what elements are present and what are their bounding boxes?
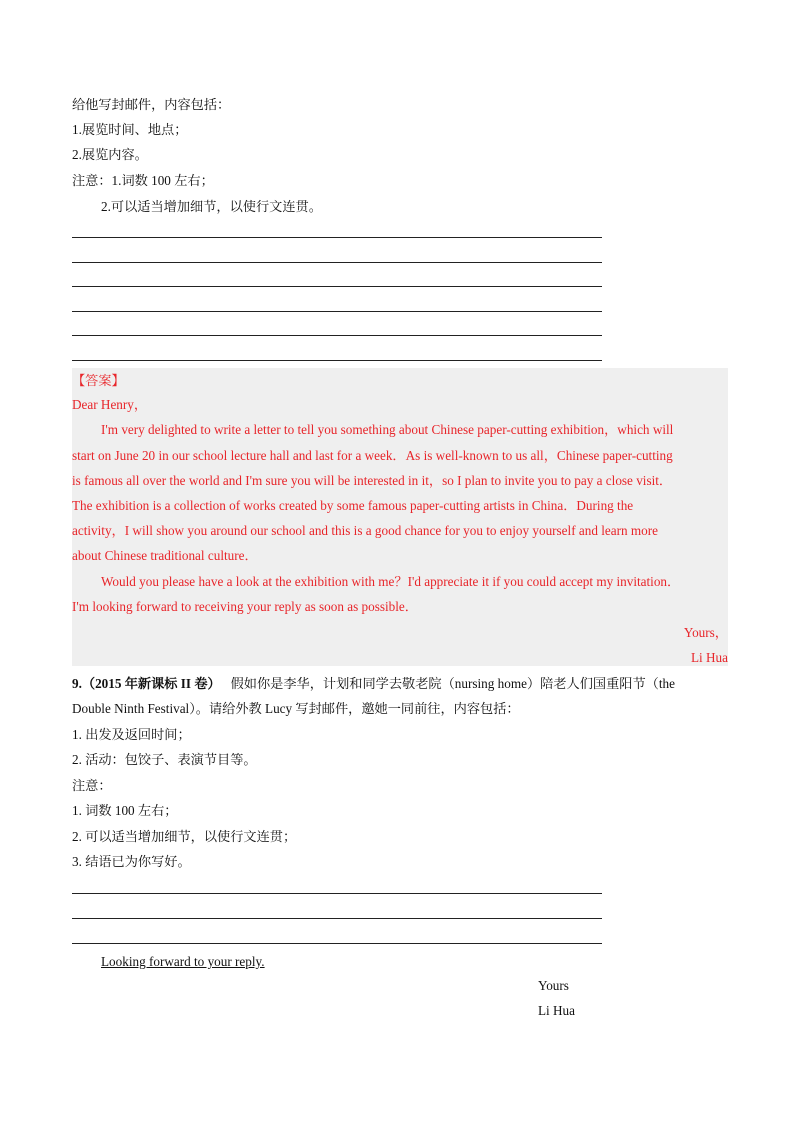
q8-point-1: 1.展览时间、地点； <box>72 122 188 137</box>
writing-line <box>72 237 602 238</box>
writing-line <box>72 262 602 263</box>
q9-point-2: 2. 活动：包饺子、表演节目等。 <box>72 752 257 767</box>
q9-prompt-line-1 <box>72 675 732 693</box>
q8-note-1: 注意：1.词数 100 左右； <box>72 173 214 188</box>
answer-line: start on June 20 in our school lecture hall and last for a week．As is well-known to us all，Chinese paper-cutting <box>72 448 673 463</box>
answer-line: The exhibition is a collection of works created by some famous paper-cutting artists in China．During the <box>72 498 634 513</box>
answer-signature: Li Hua <box>691 650 728 665</box>
answer-label: 【答案】 <box>72 373 125 388</box>
writing-line <box>72 360 602 361</box>
answer-line: I'm very delighted to write a letter to tell you something about Chinese paper-cutting exhibition，which will <box>101 422 674 437</box>
answer-line: is famous all over the world and I'm sure you will be interested in it，so I plan to invite you to pay a close visit． <box>72 473 673 488</box>
answer-line: Would you please have a look at the exhibition with me？I'd appreciate it if you could accept my invitation． <box>101 574 681 589</box>
answer-closing: Yours， <box>683 625 728 640</box>
q9-signature: Li Hua <box>538 1003 575 1018</box>
q9-prompt-line-2: Double Ninth Festival）。请给外教 Lucy 写封邮件，邀她一同前往，内容包括： <box>72 701 520 716</box>
q8-note-2: 2.可以适当增加细节，以使行文连贯。 <box>101 199 322 214</box>
writing-line <box>72 943 602 944</box>
q9-prompt-text: 假如你是李华，计划和同学去敬老院（nursing home）陪老人们国重阳节（the <box>230 676 675 691</box>
writing-line <box>72 311 602 312</box>
answer-greeting: Dear Henry， <box>72 397 148 412</box>
writing-line <box>72 893 602 894</box>
writing-line <box>72 918 602 919</box>
q9-number: 9. <box>72 676 82 691</box>
answer-line: I'm looking forward to receiving your reply as soon as possible． <box>72 599 418 614</box>
answer-line: activity，I will show you around our school and this is a good chance for you to enjoy yourself and learn more <box>72 523 658 538</box>
q9-note-2: 2. 可以适当增加细节，以使行文连贯； <box>72 829 297 844</box>
q9-source: （2015 年新课标 II 卷） <box>81 676 221 691</box>
q9-closing: Yours <box>538 978 569 993</box>
q9-point-1: 1. 出发及返回时间； <box>72 727 191 742</box>
q9-ending: Looking forward to your reply. <box>101 954 265 969</box>
q8-intro: 给他写封邮件，内容包括： <box>72 97 231 112</box>
q9-note-title: 注意： <box>72 778 112 793</box>
writing-line <box>72 335 602 336</box>
writing-line <box>72 286 602 287</box>
answer-line: about Chinese traditional culture． <box>72 548 258 563</box>
q9-note-3: 3. 结语已为你写好。 <box>72 854 191 869</box>
q9-note-1: 1. 词数 100 左右； <box>72 803 178 818</box>
q8-point-2: 2.展览内容。 <box>72 147 148 162</box>
